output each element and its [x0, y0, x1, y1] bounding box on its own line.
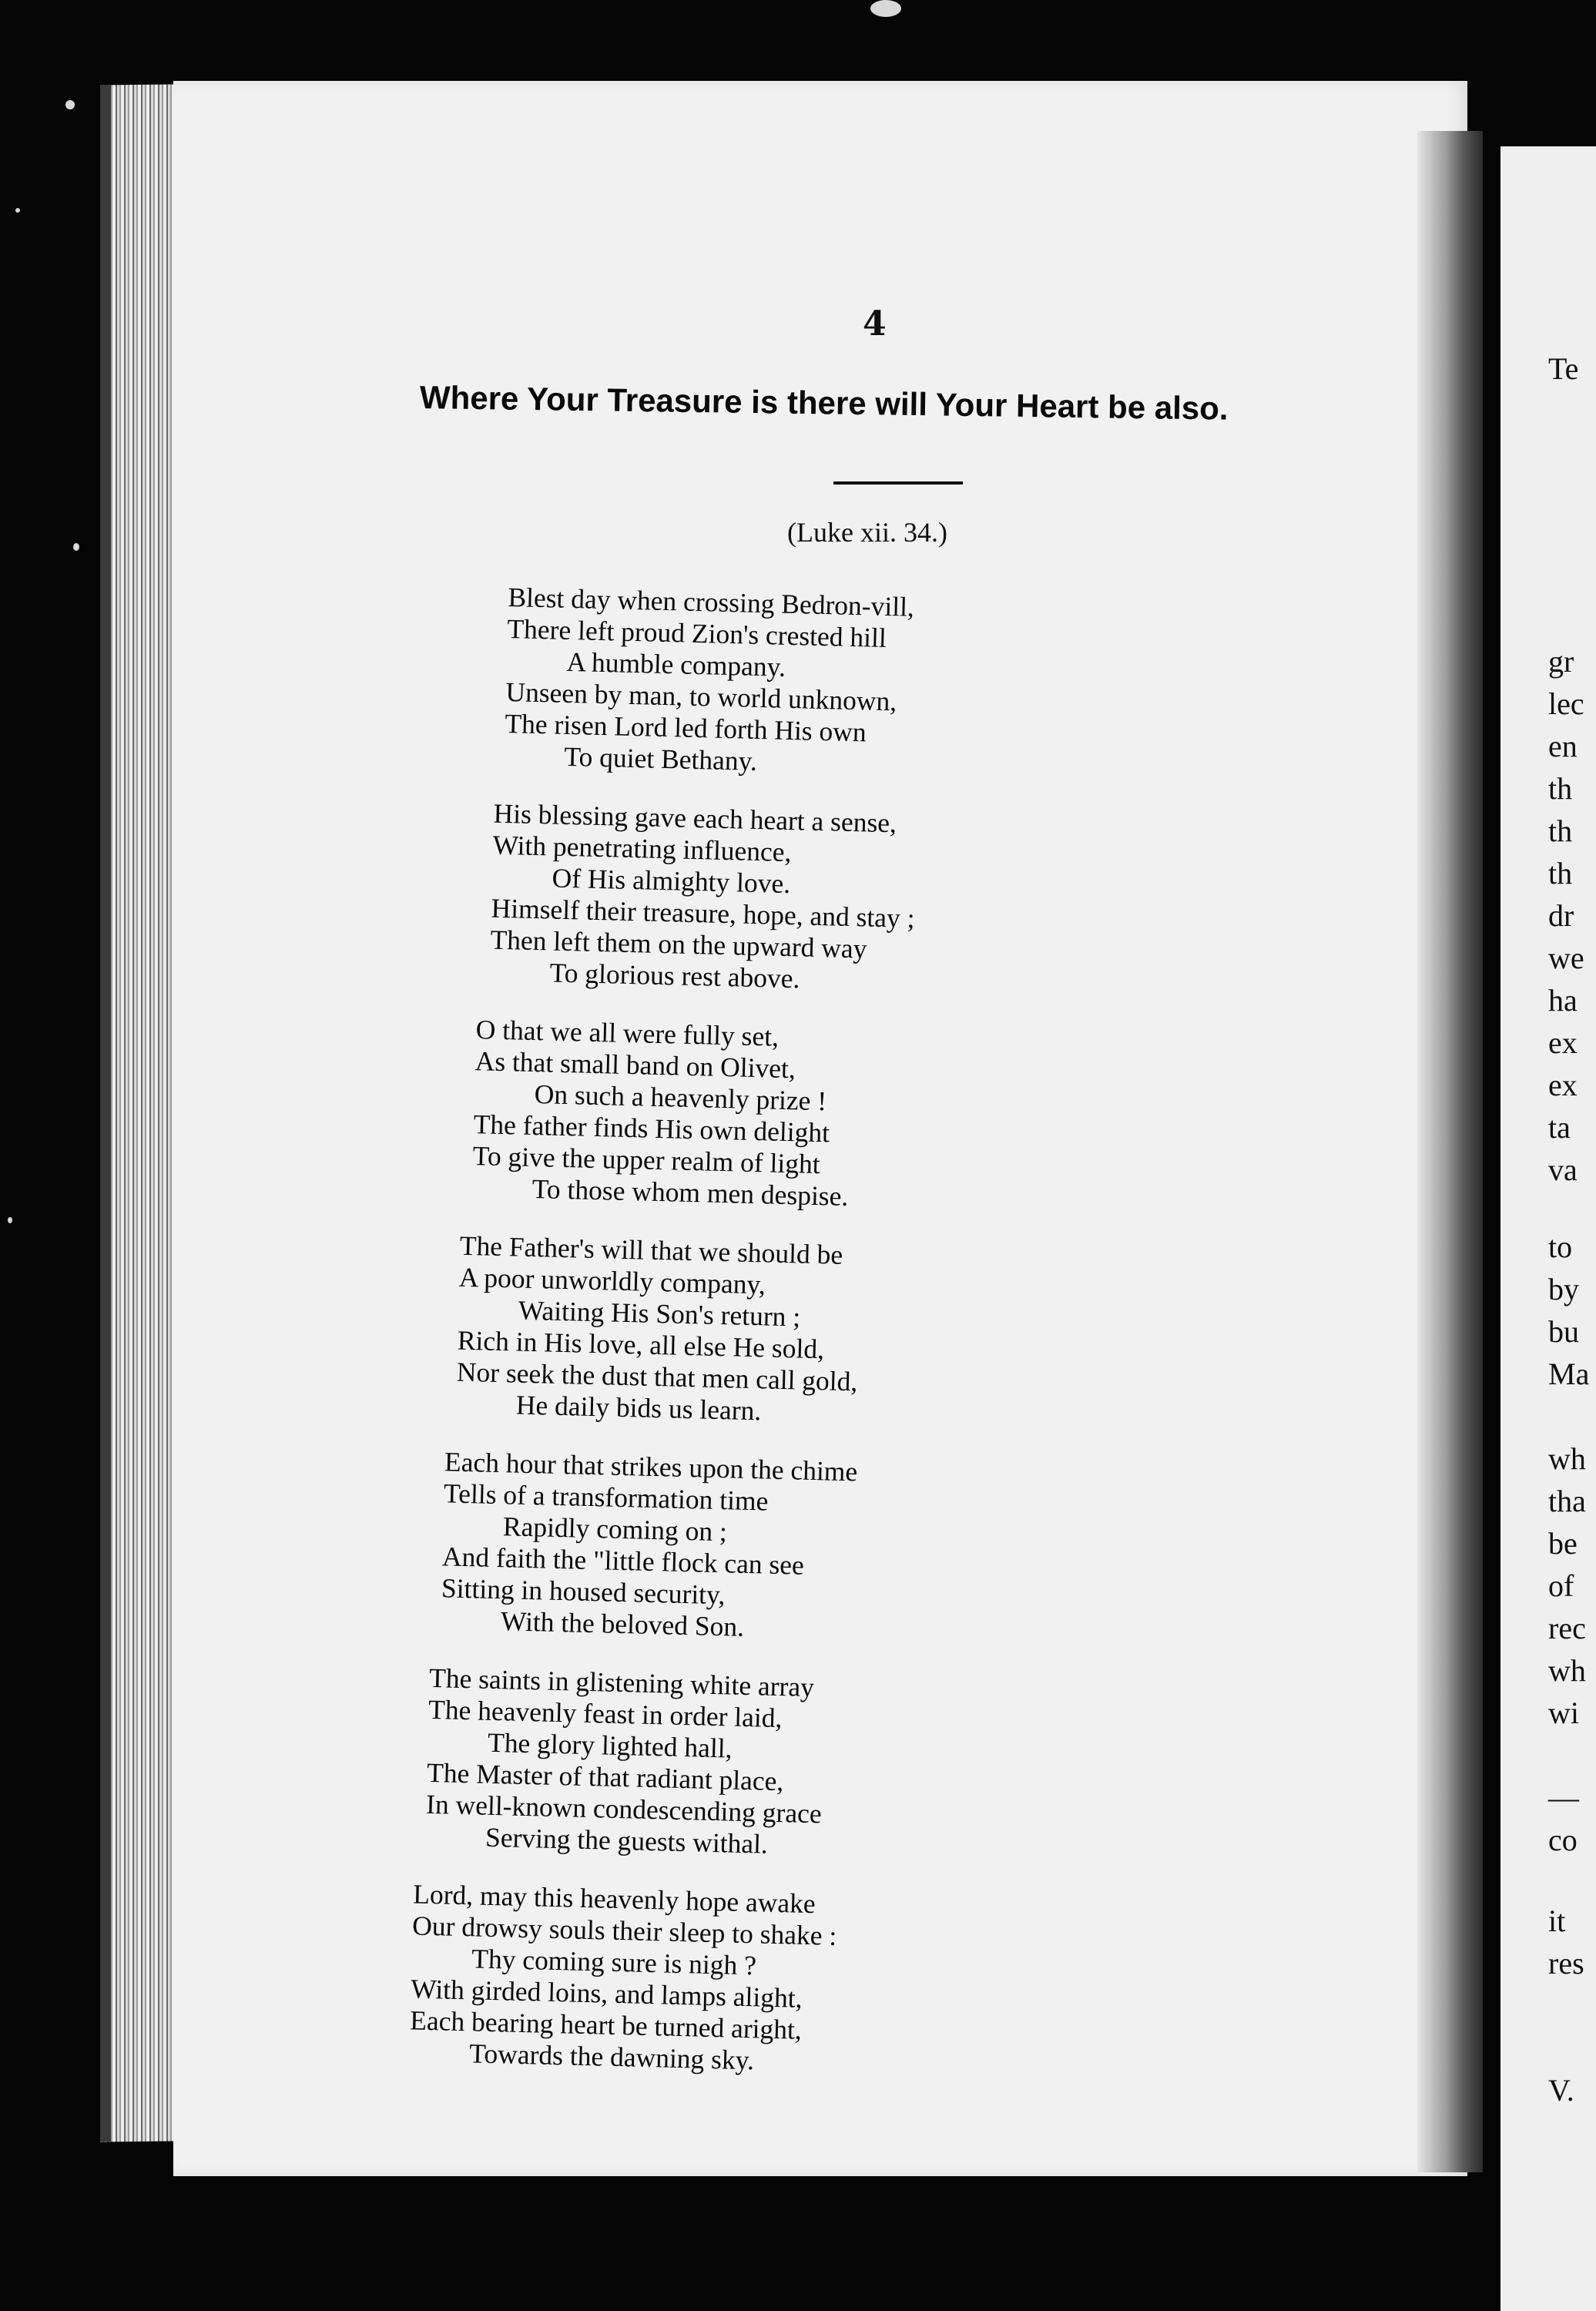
title-divider	[833, 481, 963, 485]
poem-line: Then left them on the upward way	[490, 924, 867, 964]
facing-page-fragment: wh	[1548, 1441, 1586, 1476]
poem-line: The heavenly feast in order laid,	[428, 1693, 783, 1734]
poem-line: Blest day when crossing Bedron-vill,	[508, 582, 915, 622]
poem-line: Towards the dawning sky.	[468, 2038, 755, 2076]
poem-stanza	[489, 798, 1396, 1010]
facing-page-fragment: bu	[1548, 1314, 1579, 1349]
poem-stanza	[441, 1446, 1381, 1659]
poem-line: Each hour that strikes upon the chime	[444, 1446, 858, 1488]
page-number: 4	[863, 304, 887, 344]
poem-line: To give the upper realm of light	[472, 1140, 821, 1180]
poem-line: The Father's will that we should be	[459, 1229, 843, 1270]
poem-line: Tells of a transformation time	[443, 1477, 769, 1517]
facing-page-fragment: to	[1548, 1229, 1573, 1264]
poem-line: Of His almighty love.	[552, 862, 791, 900]
poem	[409, 582, 1402, 2118]
poem-stanza	[471, 1014, 1391, 1226]
facing-page-fragment: th	[1548, 856, 1573, 891]
dust-speck	[73, 543, 79, 551]
poem-line: In well-known condescending grace	[425, 1788, 823, 1830]
facing-page-fragment: co	[1548, 1823, 1578, 1857]
poem-line: With the beloved Son.	[500, 1605, 745, 1642]
facing-page-fragment: V.	[1548, 2073, 1574, 2108]
poem-line: Our drowsy souls their sleep to shake :	[411, 1910, 837, 1951]
poem-line: To quiet Bethany.	[563, 740, 758, 776]
scripture-reference: (Luke xii. 34.)	[787, 517, 947, 548]
dust-speck	[870, 0, 901, 17]
facing-page-fragment: wi	[1548, 1696, 1579, 1730]
poem-line: The Master of that radiant place,	[426, 1756, 784, 1797]
poem-line: Lord, may this heavenly hope awake	[412, 1878, 816, 1920]
book-page-edges	[100, 85, 173, 2142]
poem-line: Sitting in housed security,	[441, 1572, 726, 1611]
facing-page-fragment: rec	[1548, 1611, 1586, 1645]
poem-stanza	[425, 1662, 1376, 1875]
facing-page-fragment: Te	[1548, 351, 1579, 386]
poem-line: To glorious rest above.	[549, 957, 800, 995]
poem-line: The saints in glistening white array	[428, 1662, 815, 1703]
facing-page-fragment: —	[1548, 1780, 1579, 1815]
poem-stanza	[504, 582, 1402, 793]
facing-page-fragment: en	[1548, 729, 1578, 763]
page-title: Where Your Treasure is there will Your Heart be also.	[419, 379, 1229, 427]
poem-line: To those whom men despise.	[531, 1172, 849, 1213]
facing-page-fragment: dr	[1548, 898, 1574, 933]
poem-line: And faith the "little flock can see	[441, 1541, 805, 1581]
poem-stanza	[455, 1230, 1386, 1442]
facing-page-fragment: ha	[1548, 983, 1578, 1018]
facing-page-fragment: be	[1548, 1526, 1578, 1561]
facing-page-fragment: th	[1548, 771, 1573, 806]
poem-line: Rich in His love, all else He sold,	[457, 1324, 825, 1365]
poem-line: On such a heavenly prize !	[534, 1078, 827, 1117]
facing-page-fragment: th	[1548, 813, 1573, 848]
poem-line: The glory lighted hall,	[487, 1726, 733, 1764]
facing-page-fragment: by	[1548, 1272, 1579, 1306]
poem-line: Waiting His Son's return ;	[518, 1294, 801, 1333]
poem-line: O that we all were fully set,	[475, 1014, 780, 1052]
facing-page-fragment: gr	[1548, 644, 1574, 679]
facing-page-fragment: tha	[1548, 1484, 1586, 1518]
book-gutter	[1417, 131, 1483, 2172]
poem-line: Unseen by man, to world unknown,	[505, 676, 897, 717]
facing-page-fragment: we	[1548, 941, 1584, 975]
poem-line: The father finds His own delight	[473, 1109, 830, 1149]
facing-page-fragment: ex	[1548, 1025, 1578, 1060]
poem-line: Serving the guests withal.	[484, 1821, 769, 1860]
facing-page-fragment: ex	[1548, 1068, 1578, 1102]
poem-line: His blessing gave each heart a sense,	[493, 797, 897, 839]
poem-stanza	[409, 1878, 1370, 2091]
book-cover-edge	[100, 85, 111, 2142]
dust-speck	[15, 208, 20, 213]
poem-line: Each bearing heart be turned aright,	[409, 2004, 803, 2045]
facing-page-fragment: wh	[1548, 1653, 1586, 1688]
dust-speck	[8, 1217, 12, 1223]
facing-page-fragment: Ma	[1548, 1357, 1590, 1391]
facing-page-fragment: of	[1548, 1568, 1574, 1603]
poem-line: Himself their treasure, hope, and stay ;	[491, 892, 916, 934]
facing-page-fragment: res	[1548, 1946, 1584, 1981]
poem-line: Thy coming sure is nigh ?	[471, 1943, 757, 1981]
poem-line: He daily bids us learn.	[515, 1389, 762, 1427]
poem-line: As that small band on Olivet,	[474, 1045, 796, 1085]
facing-page-fragment: lec	[1548, 686, 1584, 721]
poem-line: A humble company.	[565, 646, 786, 683]
facing-page-fragment: ta	[1548, 1110, 1571, 1145]
facing-page-fragment: va	[1548, 1152, 1578, 1187]
poem-line: With penetrating influence,	[492, 829, 792, 868]
facing-page-fragment: it	[1548, 1903, 1566, 1938]
dust-speck	[65, 100, 75, 109]
poem-line: Rapidly coming on ;	[502, 1511, 728, 1548]
poem-line: A poor unworldly company,	[458, 1261, 766, 1300]
poem-line: Nor seek the dust that men call gold,	[456, 1356, 858, 1397]
poem-line: The risen Lord led forth His own	[505, 707, 867, 748]
poem-line: There left proud Zion's crested hill	[507, 612, 887, 654]
poem-line: With girded loins, and lamps alight,	[410, 1973, 803, 2014]
